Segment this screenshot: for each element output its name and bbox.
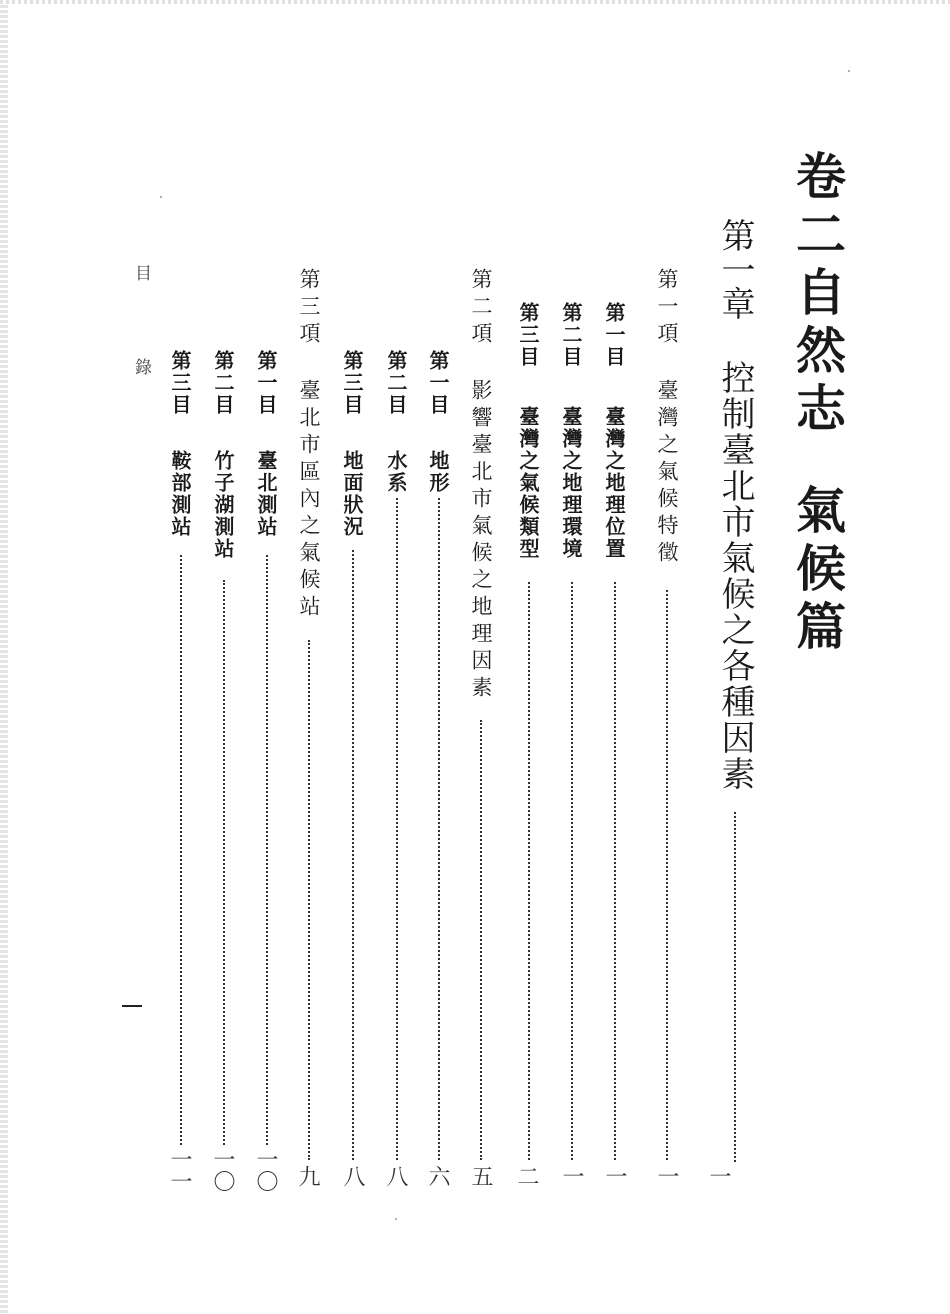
dot-leader xyxy=(480,720,482,1160)
entry-page: 一 xyxy=(602,1165,627,1187)
page-folio-mark xyxy=(122,1005,142,1007)
entry-label: 第二目 xyxy=(211,350,235,416)
toc-entry-subsection xyxy=(256,350,276,538)
dot-leader xyxy=(352,550,354,1160)
entry-title: 臺灣之氣候特徵 xyxy=(655,379,679,568)
toc-entry-subsection xyxy=(428,350,448,494)
entry-label: 第二目 xyxy=(559,302,583,368)
entry-title: 臺灣之氣候類型 xyxy=(516,406,540,560)
toc-entry-subsection xyxy=(561,302,581,560)
entry-label: 第二目 xyxy=(384,350,408,416)
entry-label: 第一目 xyxy=(254,350,278,416)
dot-leader xyxy=(223,580,225,1145)
entry-title: 影響臺北市氣候之地理因素 xyxy=(469,379,493,703)
dot-leader xyxy=(614,582,616,1160)
toc-entry-subsection xyxy=(170,350,190,538)
toc-entry-subsection xyxy=(518,302,538,560)
entry-label: 第一目 xyxy=(426,350,450,416)
entry-label: 第一章 xyxy=(715,218,755,320)
volume-title-part1: 卷二自然志 xyxy=(788,150,847,440)
toc-entry-subsection xyxy=(386,350,406,494)
entry-label: 第三目 xyxy=(516,302,540,368)
entry-page: 六 xyxy=(425,1165,450,1187)
entry-label: 第二項 xyxy=(469,268,493,349)
dot-leader xyxy=(666,590,668,1160)
entry-label: 第三項 xyxy=(297,268,321,349)
dot-leader xyxy=(396,498,398,1160)
toc-entry-section xyxy=(470,268,491,703)
entry-page: 一〇 xyxy=(253,1148,278,1192)
dot-leader xyxy=(438,498,440,1160)
toc-entry-subsection xyxy=(342,350,362,538)
toc-entry-subsection xyxy=(213,350,233,560)
volume-title-part2: 氣候篇 xyxy=(788,484,847,658)
entry-page: 一 xyxy=(706,1165,731,1187)
entry-title: 臺北市區內之氣候站 xyxy=(297,379,321,622)
entry-label: 第一項 xyxy=(655,268,679,349)
volume-title xyxy=(788,150,847,658)
toc-entry-section xyxy=(656,268,677,568)
dot-leader xyxy=(571,582,573,1160)
entry-title: 鞍部測站 xyxy=(168,450,192,538)
dot-leader xyxy=(528,582,530,1160)
entry-title: 竹子湖測站 xyxy=(211,450,235,560)
toc-entry-section xyxy=(298,268,319,622)
entry-title: 水系 xyxy=(384,450,408,494)
entry-title: 臺北測站 xyxy=(254,450,278,538)
entry-page: 一一 xyxy=(167,1148,192,1192)
dot-leader xyxy=(308,640,310,1160)
entry-page: 五 xyxy=(468,1165,493,1187)
dot-leader xyxy=(734,812,736,1162)
entry-label: 第一目 xyxy=(602,302,626,368)
entry-page: 一〇 xyxy=(210,1148,235,1192)
entry-title: 臺灣之地理位置 xyxy=(602,406,626,560)
toc-entry-subsection xyxy=(604,302,624,560)
entry-title: 地面狀況 xyxy=(340,450,364,538)
entry-page: 八 xyxy=(340,1165,365,1187)
entry-page: 九 xyxy=(295,1165,320,1187)
scan-page-edge xyxy=(0,0,8,1314)
entry-page: 一 xyxy=(654,1165,679,1187)
side-label-top: 目 xyxy=(131,264,151,281)
entry-page: 一 xyxy=(559,1165,584,1187)
entry-page: 八 xyxy=(383,1165,408,1187)
scan-speck xyxy=(395,1218,397,1220)
entry-page: 二 xyxy=(514,1165,539,1187)
entry-label: 第三目 xyxy=(340,350,364,416)
dot-leader xyxy=(266,555,268,1145)
entry-title: 臺灣之地理環境 xyxy=(559,406,583,560)
scan-page-top-edge xyxy=(0,0,950,4)
side-label-bottom: 錄 xyxy=(131,358,151,375)
entry-title: 控制臺北市氣候之各種因素 xyxy=(715,360,755,792)
toc-entry-chapter xyxy=(715,218,755,792)
dot-leader xyxy=(180,555,182,1145)
entry-label: 第三目 xyxy=(168,350,192,416)
entry-title: 地形 xyxy=(426,450,450,494)
scan-speck xyxy=(848,70,850,72)
scan-speck xyxy=(160,196,162,198)
